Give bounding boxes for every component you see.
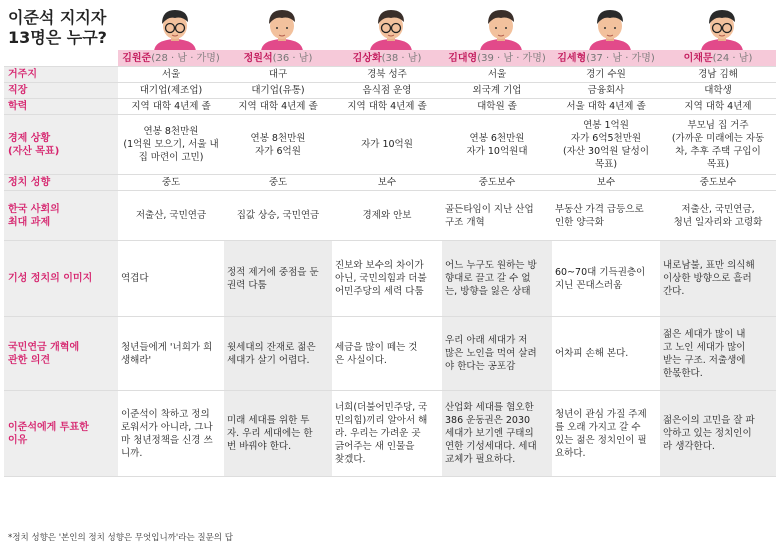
table-cell: 보수	[552, 175, 660, 191]
person-header-6	[660, 50, 776, 67]
person-icon	[472, 4, 530, 52]
table-cell: 골든타임이 지난 산업 구조 개혁	[442, 191, 552, 241]
person-name: 김세형	[557, 52, 587, 64]
table-cell: 산업화 세대를 혐오한 386 운동권은 2030 세대가 보기엔 구태의 연한 기성세대다. 세대 교체가 필요하다.	[442, 391, 552, 477]
avatar-6	[664, 4, 780, 52]
table-row	[4, 115, 776, 175]
table-cell: 지역 대학 4년제 졸	[332, 99, 442, 115]
table-cell: 진보와 보수의 차이가 아닌, 국민의힘과 더불 어민주당의 세력 다툼	[332, 241, 442, 317]
table-cell: 연봉 8천만원 자가 6억원	[224, 115, 332, 175]
person-icon	[693, 4, 751, 52]
table-cell: 미래 세대를 위한 투 자. 우리 세대에는 한 번 바꿔야 한다.	[224, 391, 332, 477]
avatar-1	[122, 4, 228, 52]
table-cell: 대구	[224, 67, 332, 83]
table-cell: 우리 아래 세대가 저 많은 노인을 먹여 살려 야 한다는 공포감	[442, 317, 552, 391]
table-cell: 대기업(제조업)	[118, 83, 224, 99]
row-label: 한국 사회의 최대 과제	[4, 191, 118, 241]
person-name: 이채문	[683, 52, 713, 64]
table-cell: 중도보수	[442, 175, 552, 191]
person-info: (38 · 남)	[381, 52, 422, 64]
table-row	[4, 391, 776, 477]
avatar-row	[122, 4, 776, 52]
person-icon	[362, 4, 420, 52]
table-cell: 이준석이 착하고 정의 로워서가 아니라, 그나 마 청년정책을 신경 쓰 니까.	[118, 391, 224, 477]
table-row	[4, 317, 776, 391]
table-cell: 세금을 많이 떼는 것 은 사실이다.	[332, 317, 442, 391]
table-cell: 중도	[224, 175, 332, 191]
row-label: 기성 정치의 이미지	[4, 241, 118, 317]
supporter-table	[4, 50, 776, 477]
page-title	[8, 8, 118, 48]
table-cell: 지역 대학 4년제	[660, 99, 776, 115]
person-icon	[581, 4, 639, 52]
table-cell: 금융회사	[552, 83, 660, 99]
table-cell: 청년들에게 '너희가 희 생해라'	[118, 317, 224, 391]
person-info: (28 · 남 · 가명)	[151, 52, 220, 64]
avatar-2	[228, 4, 336, 52]
table-cell: 저출산, 국민연금	[118, 191, 224, 241]
table-row	[4, 175, 776, 191]
row-label: 학력	[4, 99, 118, 115]
table-cell: 어느 누구도 원하는 방 향대로 끌고 갈 수 없 는, 방향을 잃은 상태	[442, 241, 552, 317]
table-cell: 보수	[332, 175, 442, 191]
row-label: 정치 성향	[4, 175, 118, 191]
person-info: (37 · 남 · 가명)	[586, 52, 655, 64]
title-line-1: 이준석 지지자	[8, 8, 107, 27]
table-cell: 중도	[118, 175, 224, 191]
table-cell: 대학원 졸	[442, 99, 552, 115]
row-label: 거주지	[4, 67, 118, 83]
person-name: 정원석	[243, 52, 273, 64]
table-cell: 부모님 집 거주 (가까운 미래에는 자동 차, 추후 주택 구입이 목표)	[660, 115, 776, 175]
table-row	[4, 83, 776, 99]
person-info: (39 · 남 · 가명)	[477, 52, 546, 64]
table-cell: 젊은 세대가 많이 내 고 노인 세대가 많이 받는 구조. 저출생에 한몫한다.	[660, 317, 776, 391]
person-icon	[253, 4, 311, 52]
table-cell: 연봉 1억원 자가 6억5천만원 (자산 30억원 달성이 목표)	[552, 115, 660, 175]
person-header-1	[118, 50, 224, 67]
table-cell: 대기업(유통)	[224, 83, 332, 99]
avatar-5	[556, 4, 664, 52]
table-cell: 너희(더불어민주당, 국 민의힘)끼리 알아서 해 라. 우리는 가려운 곳 긁어주는 새 인물을 찾겠다.	[332, 391, 442, 477]
table-cell: 정적 제거에 중점을 둔 권력 다툼	[224, 241, 332, 317]
person-name: 김원준	[122, 52, 152, 64]
table-cell: 어차피 손해 본다.	[552, 317, 660, 391]
table-cell: 경북 성주	[332, 67, 442, 83]
table-cell: 서울	[118, 67, 224, 83]
header-row	[4, 50, 776, 67]
row-label: 경제 상황 (자산 목표)	[4, 115, 118, 175]
table-cell: 대학생	[660, 83, 776, 99]
table-cell: 연봉 8천만원 (1억원 모으기, 서울 내 집 마련이 고민)	[118, 115, 224, 175]
person-info: (36 · 남)	[272, 52, 313, 64]
table-cell: 집값 상승, 국민연금	[224, 191, 332, 241]
table-cell: 경제와 안보	[332, 191, 442, 241]
table-cell: 내로남불, 표만 의식해 이상한 방향으로 흘러 간다.	[660, 241, 776, 317]
table-row	[4, 67, 776, 83]
person-header-5	[552, 50, 660, 67]
table-cell: 외국계 기업	[442, 83, 552, 99]
table-cell: 저출산, 국민연금, 청년 일자리와 고령화	[660, 191, 776, 241]
title-line-2: 13명은 누구?	[8, 28, 107, 47]
table-cell: 서울 대학 4년제 졸	[552, 99, 660, 115]
avatar-4	[446, 4, 556, 52]
table-cell: 60~70대 기득권층이 지닌 꼰대스러움	[552, 241, 660, 317]
table-cell: 중도보수	[660, 175, 776, 191]
person-header-2	[224, 50, 332, 67]
table-cell: 지역 대학 4년제 졸	[118, 99, 224, 115]
person-header-4	[442, 50, 552, 67]
person-name: 김상화	[352, 52, 382, 64]
table-row	[4, 99, 776, 115]
row-label: 이준석에게 투표한 이유	[4, 391, 118, 477]
person-info: (24 · 남)	[712, 52, 753, 64]
table-cell: 지역 대학 4년제 졸	[224, 99, 332, 115]
table-cell: 청년이 관심 가질 주제 를 오래 가지고 갈 수 있는 젊은 정치인이 필 요하다.	[552, 391, 660, 477]
footnote: *정치 성향은 '본인의 정치 성향은 무엇입니까'라는 질문의 답	[8, 533, 233, 543]
person-header-3	[332, 50, 442, 67]
avatar-3	[336, 4, 446, 52]
table-row	[4, 241, 776, 317]
header-blank	[4, 50, 118, 67]
table-cell: 경기 수원	[552, 67, 660, 83]
person-name: 김대영	[448, 52, 478, 64]
table-cell: 역겹다	[118, 241, 224, 317]
person-icon	[146, 4, 204, 52]
table-cell: 자가 10억원	[332, 115, 442, 175]
table-cell: 경남 김해	[660, 67, 776, 83]
row-label: 직장	[4, 83, 118, 99]
table-cell: 젊은이의 고민을 잘 파 악하고 있는 정치인이 라 생각한다.	[660, 391, 776, 477]
table-cell: 윗세대의 잔재로 젊은 세대가 살기 어렵다.	[224, 317, 332, 391]
table-cell: 서울	[442, 67, 552, 83]
table-row	[4, 191, 776, 241]
table-cell: 음식점 운영	[332, 83, 442, 99]
table-cell: 부동산 가격 급등으로 인한 양극화	[552, 191, 660, 241]
row-label: 국민연금 개혁에 관한 의견	[4, 317, 118, 391]
table-cell: 연봉 6천만원 자가 10억원대	[442, 115, 552, 175]
